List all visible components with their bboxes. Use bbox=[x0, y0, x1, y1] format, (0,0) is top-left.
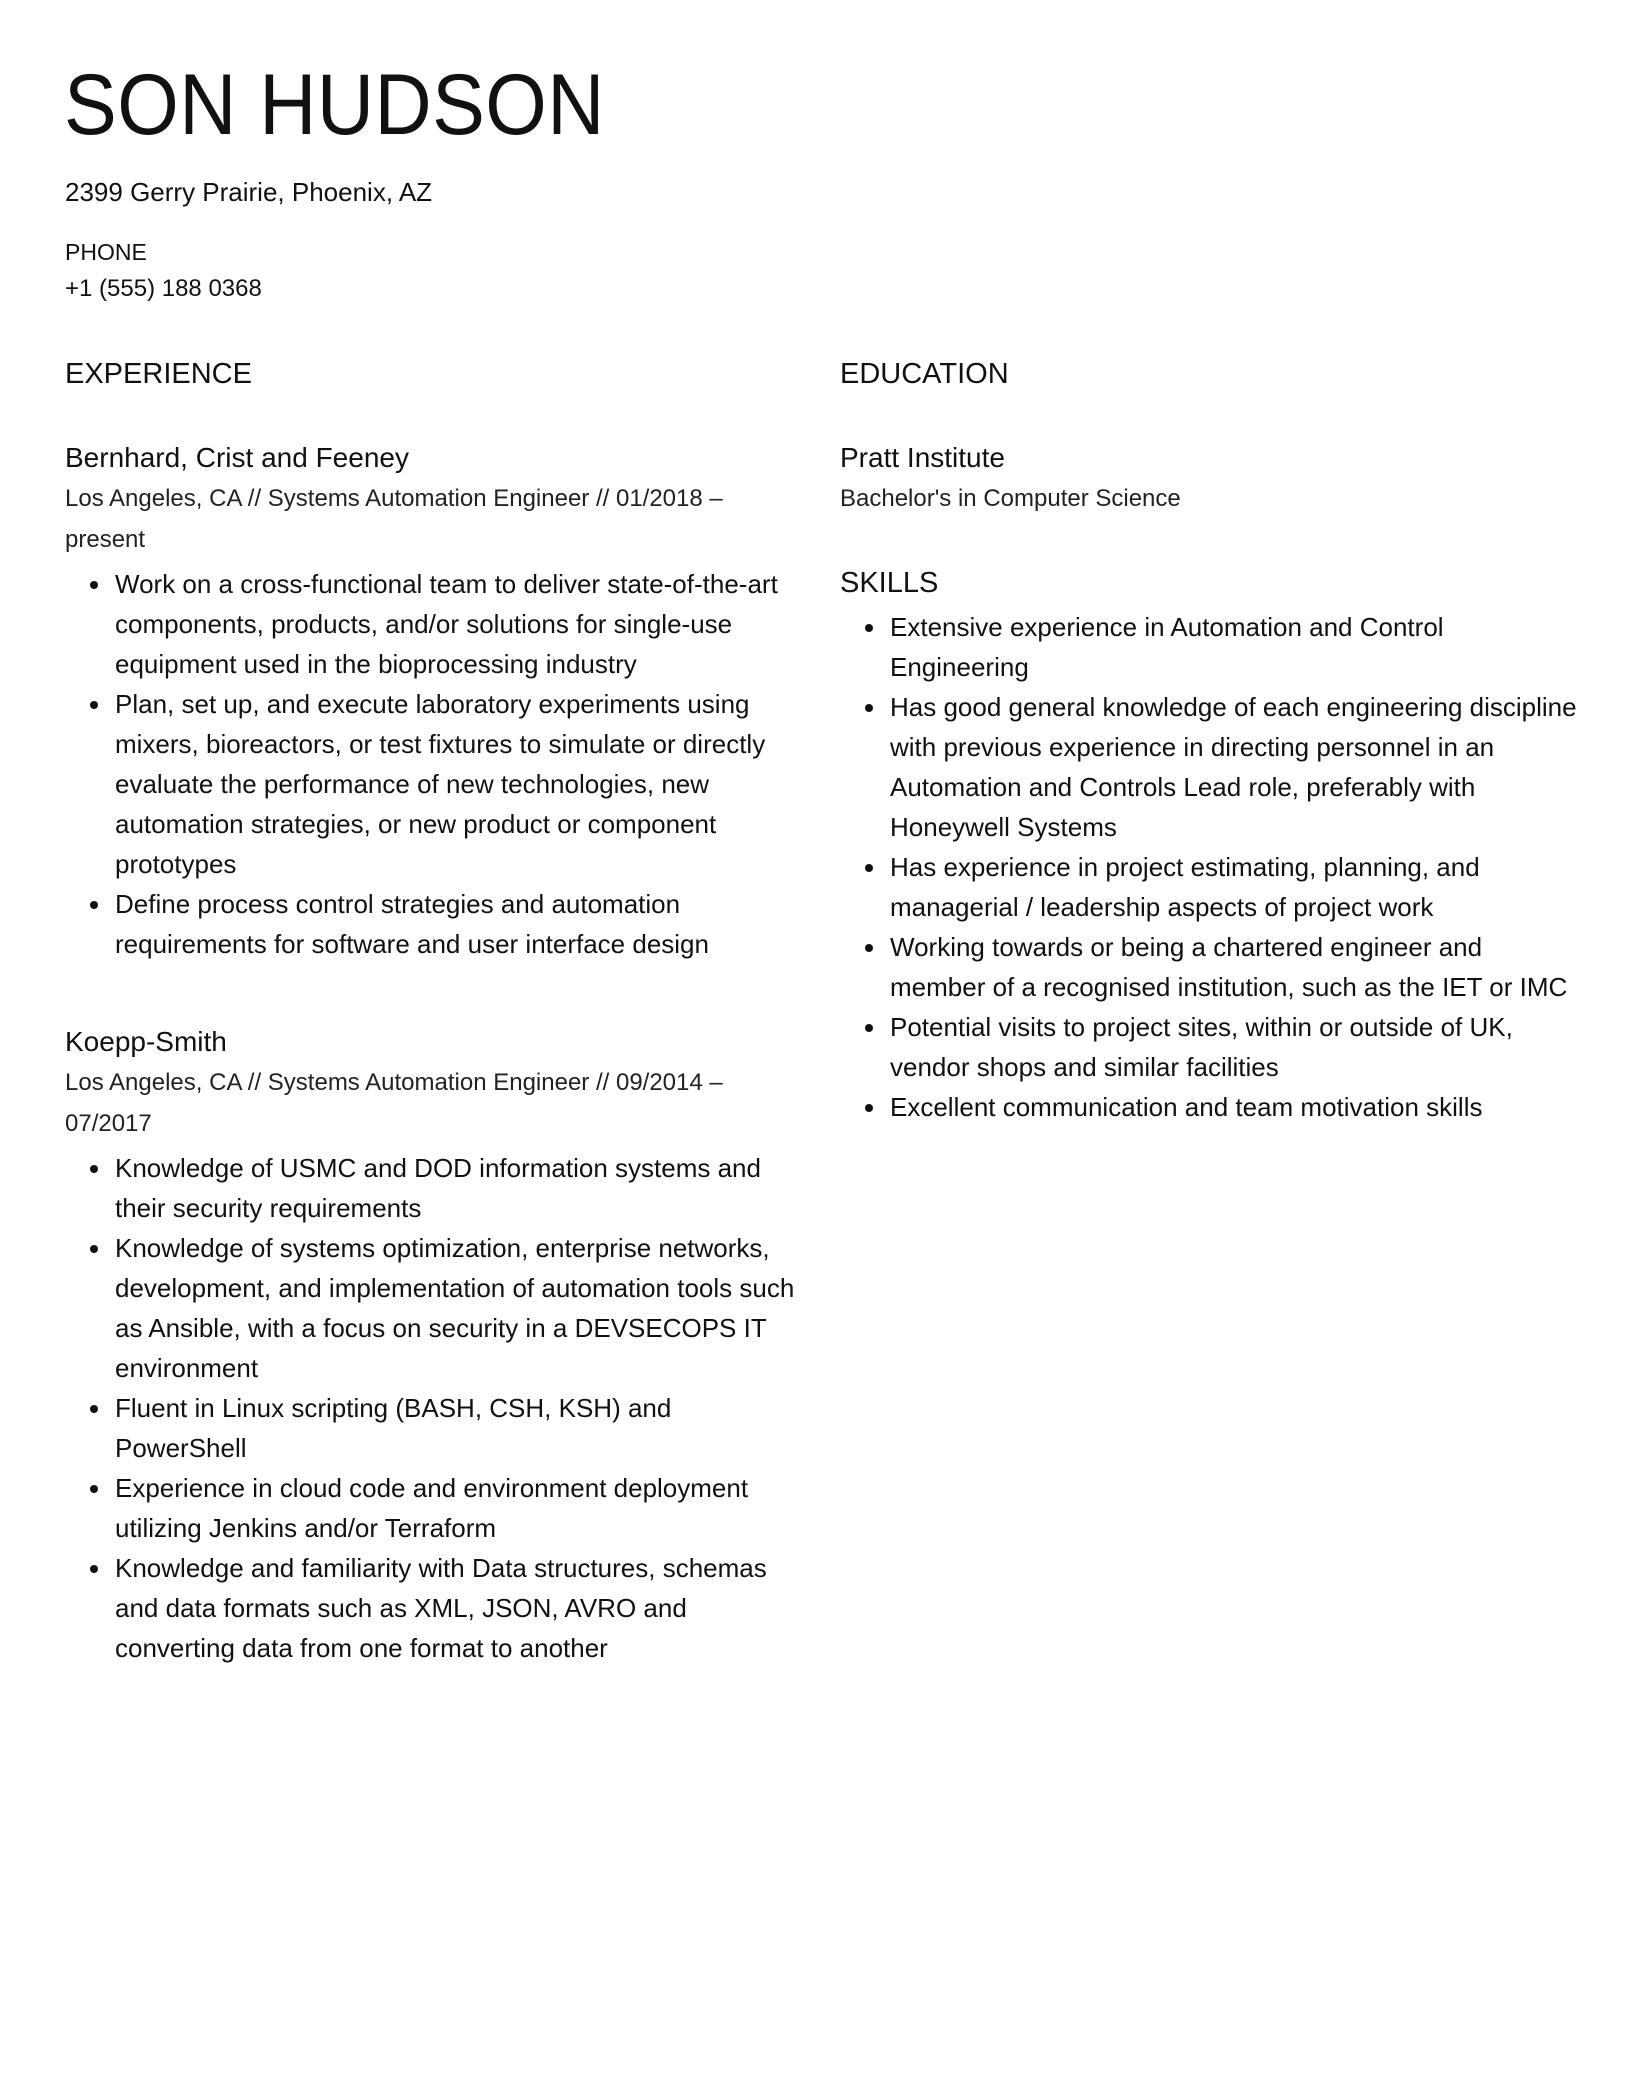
job-bullet: • Knowledge of systems optimization, enterprise networks, development, and implementation of automation tools such as Ansible, with a focus on security in a DEVSECOPS IT environment bbox=[113, 1228, 795, 1388]
job-company: Bernhard, Crist and Feeney bbox=[65, 442, 409, 473]
education-entry bbox=[840, 438, 1580, 519]
skill-item: • Excellent communication and team motivation skills bbox=[888, 1087, 1580, 1127]
skill-item: • Potential visits to project sites, within or outside of UK, vendor shops and similar facilities bbox=[888, 1007, 1580, 1087]
skill-item: • Has experience in project estimating, planning, and managerial / leadership aspects of project work bbox=[888, 847, 1580, 927]
job-bullet: • Plan, set up, and execute laboratory experiments using mixers, bioreactors, or test fixtures to simulate or directly evaluate the performance of new technologies, new automation strategies, or new product or component prototypes bbox=[113, 684, 795, 884]
job-bullet: • Work on a cross-functional team to deliver state-of-the-art components, products, and/or solutions for single-use equipment used in the bioprocessing industry bbox=[113, 564, 795, 684]
phone-number: +1 (555) 188 0368 bbox=[65, 275, 262, 302]
phone-label: PHONE bbox=[65, 239, 147, 265]
skills-list bbox=[840, 607, 1580, 1127]
job-entry bbox=[65, 1022, 795, 1668]
candidate-name: SON HUDSON bbox=[64, 57, 605, 153]
education-heading: EDUCATION bbox=[840, 358, 1009, 390]
job-bullets bbox=[65, 1148, 795, 1668]
job-bullet: • Define process control strategies and automation requirements for software and user interface design bbox=[113, 884, 795, 964]
experience-heading: EXPERIENCE bbox=[65, 358, 252, 390]
skill-item: • Has good general knowledge of each engineering discipline with previous experience in directing personnel in an Automation and Controls Lead role, preferably with Honeywell Systems bbox=[888, 687, 1580, 847]
degree: Bachelor's in Computer Science bbox=[840, 485, 1181, 512]
job-bullet: • Fluent in Linux scripting (BASH, CSH, KSH) and PowerShell bbox=[113, 1388, 795, 1468]
job-entry bbox=[65, 438, 795, 964]
job-company: Koepp-Smith bbox=[65, 1026, 227, 1057]
job-bullet: • Knowledge of USMC and DOD information systems and their security requirements bbox=[113, 1148, 795, 1228]
job-meta: Los Angeles, CA // Systems Automation Engineer // 01/2018 – present bbox=[65, 485, 723, 553]
skill-item: • Working towards or being a chartered engineer and member of a recognised institution, such as the IET or IMC bbox=[888, 927, 1580, 1007]
skill-item: • Extensive experience in Automation and Control Engineering bbox=[888, 607, 1580, 687]
right-column bbox=[840, 354, 1580, 1127]
job-bullet: • Experience in cloud code and environment deployment utilizing Jenkins and/or Terraform bbox=[113, 1468, 795, 1548]
job-bullets bbox=[65, 564, 795, 964]
skills-heading: SKILLS bbox=[840, 567, 939, 599]
experience-section bbox=[65, 354, 795, 1668]
school-name: Pratt Institute bbox=[840, 442, 1005, 473]
address: 2399 Gerry Prairie, Phoenix, AZ bbox=[65, 177, 433, 207]
job-bullet: • Knowledge and familiarity with Data structures, schemas and data formats such as XML, JSON, AVRO and converting data from one format to another bbox=[113, 1548, 795, 1668]
job-meta: Los Angeles, CA // Systems Automation Engineer // 09/2014 – 07/2017 bbox=[65, 1069, 723, 1137]
